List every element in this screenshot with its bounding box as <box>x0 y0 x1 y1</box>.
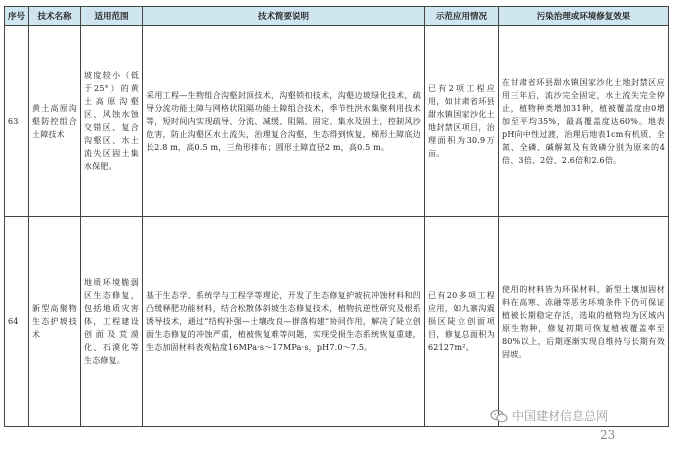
cell-desc: 基于生态学、系统学与工程学等理论，开发了生态修复护坡抗冲蚀材料和凹凸缓释肥功能材料，结合松散体斜坡生态修复技术，植物抗逆性研究及根系诱导技术，通过“结构补强—土壤改良—群落构建”协同作用，解决了陡立创面生态修复的冲蚀严重，植被恢复难等问题，实现受损生态系统恢复重建，生态加固材料表观粘度16MPa·s～17MPa·s，pH7.0～7.5。 <box>143 217 425 427</box>
cell-scope: 地质环境脆弱区生态修复，包括地质灾害体，工程建设创面及荒漠化、石漠化等生态修复。 <box>81 217 143 427</box>
wechat-icon <box>490 409 508 423</box>
cell-effect: 使用的材料皆为环保材料，新型土壤加固材料在高寒、冻融等恶劣环境条件下仍可保证植被长期稳定存活，选取的植物均为区域内原生物种，修复初期可恢复植被覆盖率至80%以上，后期逐渐实现自维持与长期有效固坡。 <box>499 217 669 427</box>
cell-effect: 在甘肃省环县甜水镇国家沙化土地封禁区应用三年后，流沙完全固定，水土流失完全停止，植物种类增加31种，植被覆盖度由0增加至平均35%，最高覆盖度达60%。地表pH向中性过渡，治理后地表1cm有机质、全氮、全磷、碱解氮及有效磷分别为原来的4倍、3倍、2倍、2.6倍和2.6倍。 <box>499 26 669 217</box>
cell-seq: 64 <box>5 217 29 427</box>
cell-desc: 采用工程—生物组合沟壑封顶技术，沟壑锁扣技术，沟壑边坡绿化技术，疏导分流功能土障与网格状阻隔功能土障组合技术，季节性洪水集聚利用技术等，短时间内实现疏导、分流、减缓、阻隔、固定、集水及固土，控制风沙危害，防止沟壑区水土流失，治理复合沟壑，生态得到恢复，梯形土障底边长2.8 m，高0.5 m，三角形排布；圆形土障直径2 m，高0.5 m。 <box>143 26 425 217</box>
cell-demo: 已有20多项工程应用，如九寨沟震损区陡立创面项目，修复总面积为62127m²。 <box>425 217 499 427</box>
header-desc: 技术简要说明 <box>143 7 425 26</box>
header-name: 技术名称 <box>29 7 81 26</box>
technology-table <box>4 6 669 427</box>
header-effect: 污染治理或环境修复效果 <box>499 7 669 26</box>
cell-name: 黄土高原沟壑防控组合土障技术 <box>29 26 81 217</box>
table-row <box>5 26 669 217</box>
table-row <box>5 217 669 427</box>
watermark <box>490 407 608 424</box>
cell-seq: 63 <box>5 26 29 217</box>
cell-name: 新型高聚物生态护坡技术 <box>29 217 81 427</box>
page-number: 23 <box>600 428 616 442</box>
header-demo: 示范应用情况 <box>425 7 499 26</box>
header-seq: 序号 <box>5 7 29 26</box>
header-scope: 适用范围 <box>81 7 143 26</box>
table-header-row <box>5 7 669 26</box>
watermark-text: 中国建材信息总网 <box>512 409 609 423</box>
cell-demo: 已有2项工程应用，如甘肃省环县甜水镇国家沙化土地封禁区项目，治理面积为30.9万亩。 <box>425 26 499 217</box>
cell-scope: 坡度较小（低于25°）的黄土高原沟壑区、风蚀水蚀交错区、复合沟壑区、水土流失区固土集水保肥。 <box>81 26 143 217</box>
